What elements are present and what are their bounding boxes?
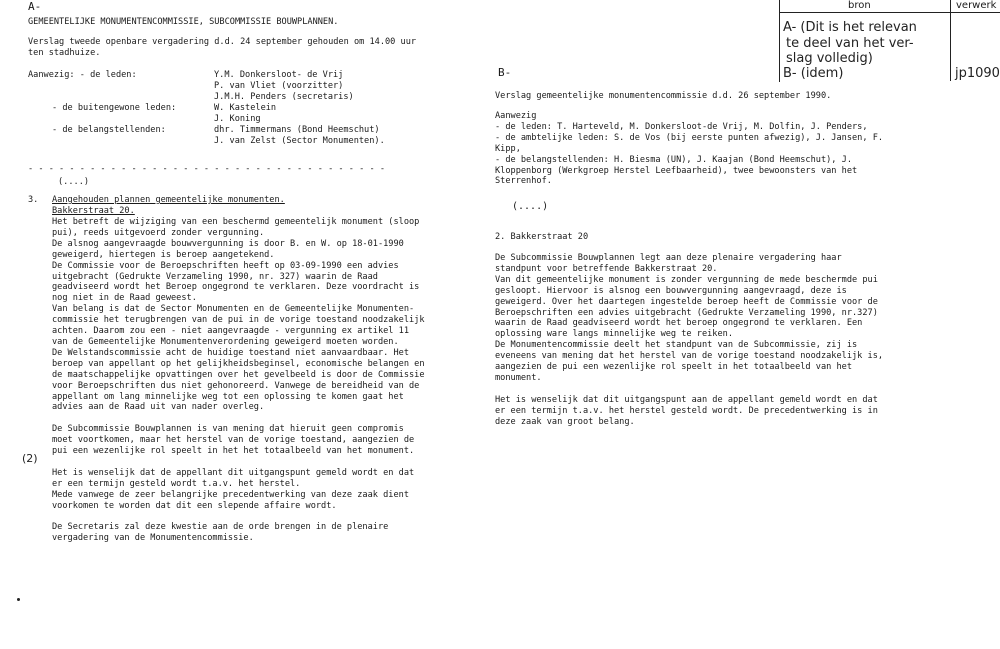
doc-a-marker: A- (28, 0, 42, 13)
doc-a-body-line: De Subcommissie Bouwplannen is van mening dat hieruit geen compromis (52, 424, 404, 435)
doc-b-body-line: geweigerd. Over het daartegen ingestelde beroep heeft de Commissie voor de (495, 296, 878, 307)
header-col-verwerk: verwerk (956, 0, 997, 11)
doc-a-body-line: Van belang is dat de Sector Monumenten en de Gemeentelijke Monumenten- (52, 304, 415, 315)
doc-a-intro-1: Verslag tweede openbare vergadering d.d. 24 september gehouden om 14.00 uur (28, 37, 417, 47)
doc-a-item-number: 3. (28, 195, 39, 205)
doc-a-body-line: De Secretaris zal deze kwestie aan de orde brengen in de plenaire (52, 522, 389, 533)
doc-a-body-line: uitgebracht (Gedrukte Verzameling 1990, nr. 327) waarin de Raad (52, 271, 378, 282)
doc-a-body-line: geweigerd, hiertegen is beroep aangetekend. (52, 249, 275, 260)
doc-b-body-line: gesloopt. Hiervoor is alsnog een bouwvergunning aangevraagd, deze is (495, 285, 847, 296)
doc-a-body-line: voorkomen te worden dat dit een slepende affaire wordt. (52, 500, 337, 511)
attendance-label: Aanwezig: - de leden: (28, 70, 137, 80)
doc-a-intro-2: ten stadhuize. (28, 48, 101, 58)
doc-a-body-line: advies aan de Raad uit van nader overleg. (52, 402, 265, 413)
doc-a-body-line: De alsnog aangevraagde bouwvergunning is door B. en W. op 18-01-1990 (52, 238, 404, 249)
header-col-bron: bron (848, 0, 871, 11)
doc-b-attendance-line: Kloppenborg (Werkgroep Herstel Leefbaarheid), twee bewoonsters van het (495, 165, 858, 176)
doc-a-body-line: Mede vanwege de zeer belangrijke precedentwerking van deze zaak dient (52, 489, 409, 500)
header-code: jp1090 (955, 66, 1000, 81)
doc-a-body-line: beroep van appellant op het gelijkheidsbeginsel, economische belangen en (52, 358, 425, 369)
doc-b-marker: B- (498, 66, 512, 79)
doc-a-body-line: de maatschappelijke opvattingen over het gevelbeeld is door de Commissie (52, 369, 425, 380)
attendance-name: J. van Zelst (Sector Monumenten). (214, 136, 385, 146)
doc-a-body-line: pui een wezenlijke rol speelt in het het totaalbeeld van het monument. (52, 446, 415, 457)
doc-b-attendance (495, 111, 883, 187)
doc-b-attendance-line: - de leden: T. Harteveld, M. Donkersloot-de Vrij, M. Dolfin, J. Penders, (495, 121, 868, 132)
header-note-1: A- (Dit is het relevan (783, 20, 917, 35)
doc-b-attendance-line: - de belangstellenden: H. Biesma (UN), J. Kaajan (Bond Heemschut), J. (495, 154, 852, 165)
doc-a-body-line: pui), reeds uitgevoerd zonder vergunning. (52, 227, 265, 238)
attendance-name: Y.M. Donkersloot- de Vrij (214, 70, 344, 80)
doc-a-body-line: De Welstandscommissie acht de huidige toestand niet aanvaardbaar. Het (52, 347, 409, 358)
doc-b-body-line: waarin de Raad geadviseerd wordt het beroep ongegrond te verklaren. Een (495, 318, 863, 329)
doc-b-body (495, 253, 883, 427)
doc-a-body-line: achten. Daarom zou een - niet aangevraagde - vergunning ex artikel 11 (52, 326, 409, 337)
doc-a-body-line (52, 457, 425, 468)
doc-a-item-heading: Aangehouden plannen gemeentelijke monumenten. (52, 195, 285, 205)
doc-b-attendance-line: Kipp, (495, 143, 521, 154)
doc-a-body-line: Het betreft de wijziging van een beschermd gemeentelijk monument (sloop (52, 217, 420, 227)
doc-a-body-line: De Commissie voor de Beroepschriften heeft op 03-09-1990 een advies (52, 260, 399, 271)
attendance-name: J.M.H. Penders (secretaris) (214, 92, 354, 102)
doc-b-attendance-line: Aanwezig (495, 111, 537, 121)
doc-b-title: Verslag gemeentelijke monumentencommissie d.d. 26 september 1990. (495, 91, 832, 101)
doc-b-body-line: monument. (495, 372, 542, 383)
margin-mark: (2) (22, 452, 38, 465)
doc-b-attendance-line: - de ambtelijke leden: S. de Vos (bij eerste punten afwezig), J. Jansen, F. (495, 132, 884, 143)
doc-a-body-line: moet voortkomen, maar het herstel van de vorige toestand, aangezien de (52, 435, 415, 446)
doc-b-item-heading: 2. Bakkerstraat 20 (495, 232, 589, 242)
doc-b-body-line: eveneens van mening dat het herstel van de vorige toestand noodzakelijk is, (495, 351, 884, 362)
doc-a-body-line: vergadering van de Monumentencommissie. (52, 533, 254, 544)
doc-b-attendance-line: Sterrenhof. (495, 176, 552, 187)
doc-a-body-line: geadviseerd wordt het Beroep ongegrond te verklaren. Deze voordracht is (52, 282, 420, 293)
doc-a-body-line: commissie het terugbrengen van de pui in de vorige toestand noodzakelijk (52, 315, 425, 326)
doc-a-body-line (52, 511, 425, 522)
attendance-label: - de belangstellenden: (52, 125, 166, 135)
doc-a-ellipsis: (....) (58, 177, 90, 187)
doc-a-body-line: appellant om lang minnelijke weg tot een oplossing te komen gaat het (52, 391, 404, 402)
doc-b-body-line: De Subcommissie Bouwplannen legt aan deze plenaire vergadering haar (495, 253, 842, 263)
doc-a-item-subheading: Bakkerstraat 20. (52, 206, 135, 216)
attendance-name: J. Koning (214, 114, 261, 124)
doc-a-body-line: er een termijn gesteld wordt t.a.v. het herstel. (52, 478, 301, 489)
doc-a-body (52, 217, 425, 544)
doc-b-body-line: deze zaak van groot belang. (495, 416, 635, 427)
header-note-4: B- (idem) (783, 66, 844, 81)
header-table-rule (779, 12, 1000, 13)
doc-b-body-line: Beroepschriften een advies uitgebracht (Gedrukte Verzameling 1990, nr.327) (495, 307, 878, 318)
doc-b-body-line: De Monumentencommissie deelt het standpunt van de Subcommissie, zij is (495, 340, 858, 351)
page-dot (17, 598, 20, 601)
header-note-2: te deel van het ver- (786, 36, 914, 51)
doc-b-body-line: oplossing ware langs minnelijke weg te reiken. (495, 329, 733, 340)
doc-a-body-line: voor Beroepschriften dus niet gehonoreerd. Vanwege de bereidheid van de (52, 380, 420, 391)
doc-b-body-line: aangezien de pui een wezenlijke rol speelt in het totaalbeeld van het (495, 362, 852, 373)
header-table-divider (950, 0, 951, 81)
doc-a-body-line: van de Gemeentelijke Monumentenverordening geweigerd moeten worden. (52, 336, 399, 347)
doc-b-body-line (495, 384, 883, 395)
attendance-name: dhr. Timmermans (Bond Heemschut) (214, 125, 380, 135)
header-note-3: slag volledig) (786, 51, 873, 66)
doc-b-body-line: Het is wenselijk dat dit uitgangspunt aan de appellant gemeld wordt en dat (495, 394, 878, 405)
doc-a-body-line (52, 413, 425, 424)
attendance-label: - de buitengewone leden: (52, 103, 177, 113)
doc-a-body-line: Het is wenselijk dat de appellant dit uitgangspunt gemeld wordt en dat (52, 467, 415, 478)
attendance-name: P. van Vliet (voorzitter) (214, 81, 344, 91)
doc-b-ellipsis: (....) (512, 201, 549, 212)
doc-a-separator: - - - - - - - - - - - - - - - - - - - - - - - - - - - - - - - - - - - (28, 164, 385, 174)
doc-a-body-line: nog niet in de Raad geweest. (52, 293, 197, 304)
doc-a-title: GEMEENTELIJKE MONUMENTENCOMMISSIE, SUBCOMMISSIE BOUWPLANNEN. (28, 17, 339, 27)
doc-b-body-line: standpunt voor betreffende Bakkerstraat 20. (495, 263, 718, 274)
attendance-name: W. Kastelein (214, 103, 277, 113)
doc-b-body-line: er een termijn t.a.v. het herstel gesteld wordt. De precedentwerking is in (495, 405, 878, 416)
doc-b-body-line: Van dit gemeentelijke monument is zonder vergunning de mede beschermde pui (495, 274, 878, 285)
